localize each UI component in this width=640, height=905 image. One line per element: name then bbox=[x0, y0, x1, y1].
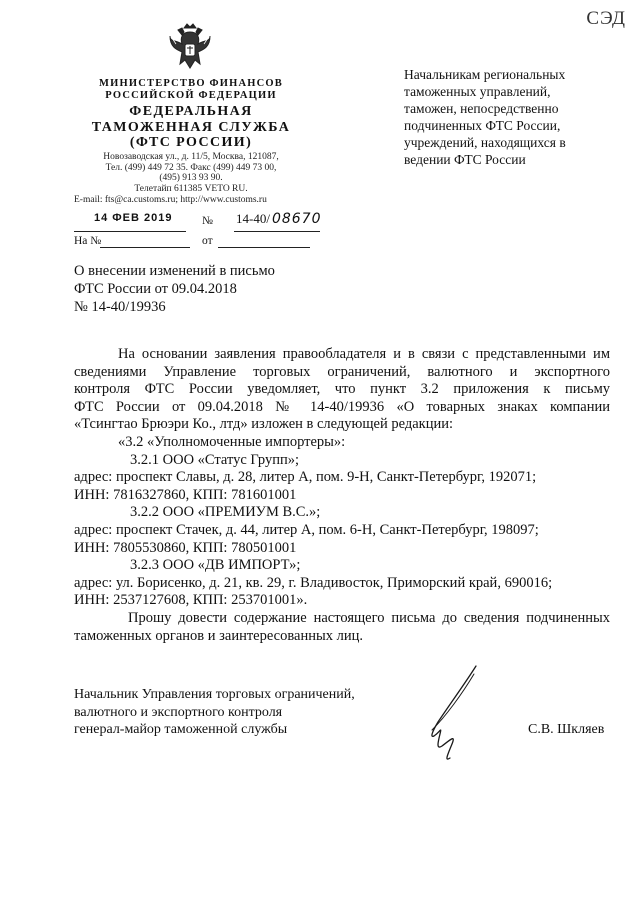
importer-1-address: адрес: проспект Славы, д. 28, литер А, пом. 9-Н, Санкт-Петербург, 192071; bbox=[74, 469, 537, 486]
position-line: валютного и экспортного контроля bbox=[74, 704, 283, 720]
importer-2-ids: ИНН: 7805530860, КПП: 780501001 bbox=[74, 539, 297, 556]
subject-line: ФТС России от 09.04.2018 bbox=[74, 281, 237, 297]
addressee-line: таможен, непосредственно bbox=[404, 101, 559, 116]
address-line-1: Новозаводская ул., д. 11/5, Москва, 121087, bbox=[103, 152, 279, 162]
registration-number-printed: 14-40/ bbox=[236, 211, 270, 226]
handwritten-signature bbox=[416, 664, 496, 768]
service-line-1: ФЕДЕРАЛЬНАЯ bbox=[129, 104, 253, 119]
address-line-4: Телетайп 611385 VETO RU. bbox=[134, 183, 248, 194]
reference-underline bbox=[100, 235, 190, 248]
body-line: контроля ФТС России уведомляет, что пункт 3.2 приложения к письму bbox=[74, 381, 610, 398]
email-line: E-mail: fts@ca.customs.ru; http://www.customs.ru bbox=[74, 195, 267, 205]
document-registry-mark: СЭД bbox=[586, 8, 626, 29]
subject-line: № 14-40/19936 bbox=[74, 299, 166, 315]
registration-number bbox=[236, 211, 322, 227]
body-line: сведениями Управление торговых ограничений, валютного и экспортного bbox=[74, 363, 610, 380]
addressee-line: ведении ФТС России bbox=[404, 152, 526, 167]
importer-3-name: 3.2.3 ООО «ДВ ИМПОРТ»; bbox=[130, 557, 301, 574]
importer-3-address: адрес: ул. Борисенко, д. 21, кв. 29, г. Владивосток, Приморский край, 690016; bbox=[74, 574, 553, 591]
addressee-line: Начальникам региональных bbox=[404, 67, 566, 82]
subject-line: О внесении изменений в письмо bbox=[74, 263, 275, 279]
importer-3-ids: ИНН: 2537127608, КПП: 253701001». bbox=[74, 592, 308, 609]
body-line: «Тсингтао Брюэри Ко., лтд» изложен в следующей редакции: bbox=[74, 416, 454, 433]
reference-number-label: На № bbox=[74, 235, 102, 247]
service-line-2: ТАМОЖЕННАЯ СЛУЖБА bbox=[91, 119, 291, 135]
signatory-name: С.В. Шкляев bbox=[528, 722, 605, 737]
number-label: № bbox=[202, 215, 213, 227]
closing-line: Прошу довести содержание настоящего письма до сведения подчиненных bbox=[128, 609, 610, 626]
body-line: На основании заявления правообладателя и в связи с представленными им bbox=[118, 346, 610, 362]
registration-date-stamp: 14 ФЕВ 2019 bbox=[94, 212, 173, 224]
ministry-name bbox=[60, 78, 322, 102]
body-line: ФТС России от 09.04.2018 № 14-40/19936 «О товарных знаках компании bbox=[74, 398, 610, 415]
position-line: Начальник Управления торговых ограничений, bbox=[74, 687, 355, 702]
reference-date-label: от bbox=[202, 235, 213, 247]
signatory-position bbox=[74, 686, 355, 739]
position-line: генерал-майор таможенной службы bbox=[74, 722, 288, 737]
importer-2-address: адрес: проспект Стачек, д. 44, литер А, пом. 6-Н, Санкт-Петербург, 198097; bbox=[74, 521, 539, 538]
contact-block bbox=[60, 152, 322, 194]
importer-2-name: 3.2.2 ООО «ПРЕМИУМ В.С.»; bbox=[130, 504, 321, 521]
ministry-line-2: РОССИЙСКОЙ ФЕДЕРАЦИИ bbox=[105, 90, 277, 101]
ministry-line-1: МИНИСТЕРСТВО ФИНАНСОВ bbox=[99, 78, 283, 89]
letter-subject bbox=[74, 262, 275, 316]
service-name bbox=[60, 104, 322, 151]
addressee-line: подчиненных ФТС России, bbox=[404, 118, 561, 133]
reference-date-underline bbox=[218, 235, 310, 248]
registration-number-handwritten: 08670 bbox=[271, 211, 322, 227]
addressee-line: учреждений, находящихся в bbox=[404, 135, 566, 150]
addressee-line: таможенных управлений, bbox=[404, 84, 551, 99]
address-line-2: Тел. (499) 449 72 35. Факс (499) 449 73 00, bbox=[105, 162, 277, 173]
closing-line: таможенных органов и заинтересованных лиц. bbox=[74, 627, 363, 644]
importer-1-ids: ИНН: 7816327860, КПП: 781601001 bbox=[74, 486, 297, 503]
letter-body bbox=[74, 346, 610, 645]
service-line-3: (ФТС РОССИИ) bbox=[129, 135, 253, 150]
addressee-block bbox=[404, 66, 604, 168]
russian-coat-of-arms-icon bbox=[168, 22, 212, 72]
address-line-3: (495) 913 93 90. bbox=[159, 173, 223, 183]
item-heading: «3.2 «Уполномоченные импортеры»: bbox=[118, 433, 346, 450]
importer-1-name: 3.2.1 ООО «Статус Групп»; bbox=[130, 451, 300, 468]
